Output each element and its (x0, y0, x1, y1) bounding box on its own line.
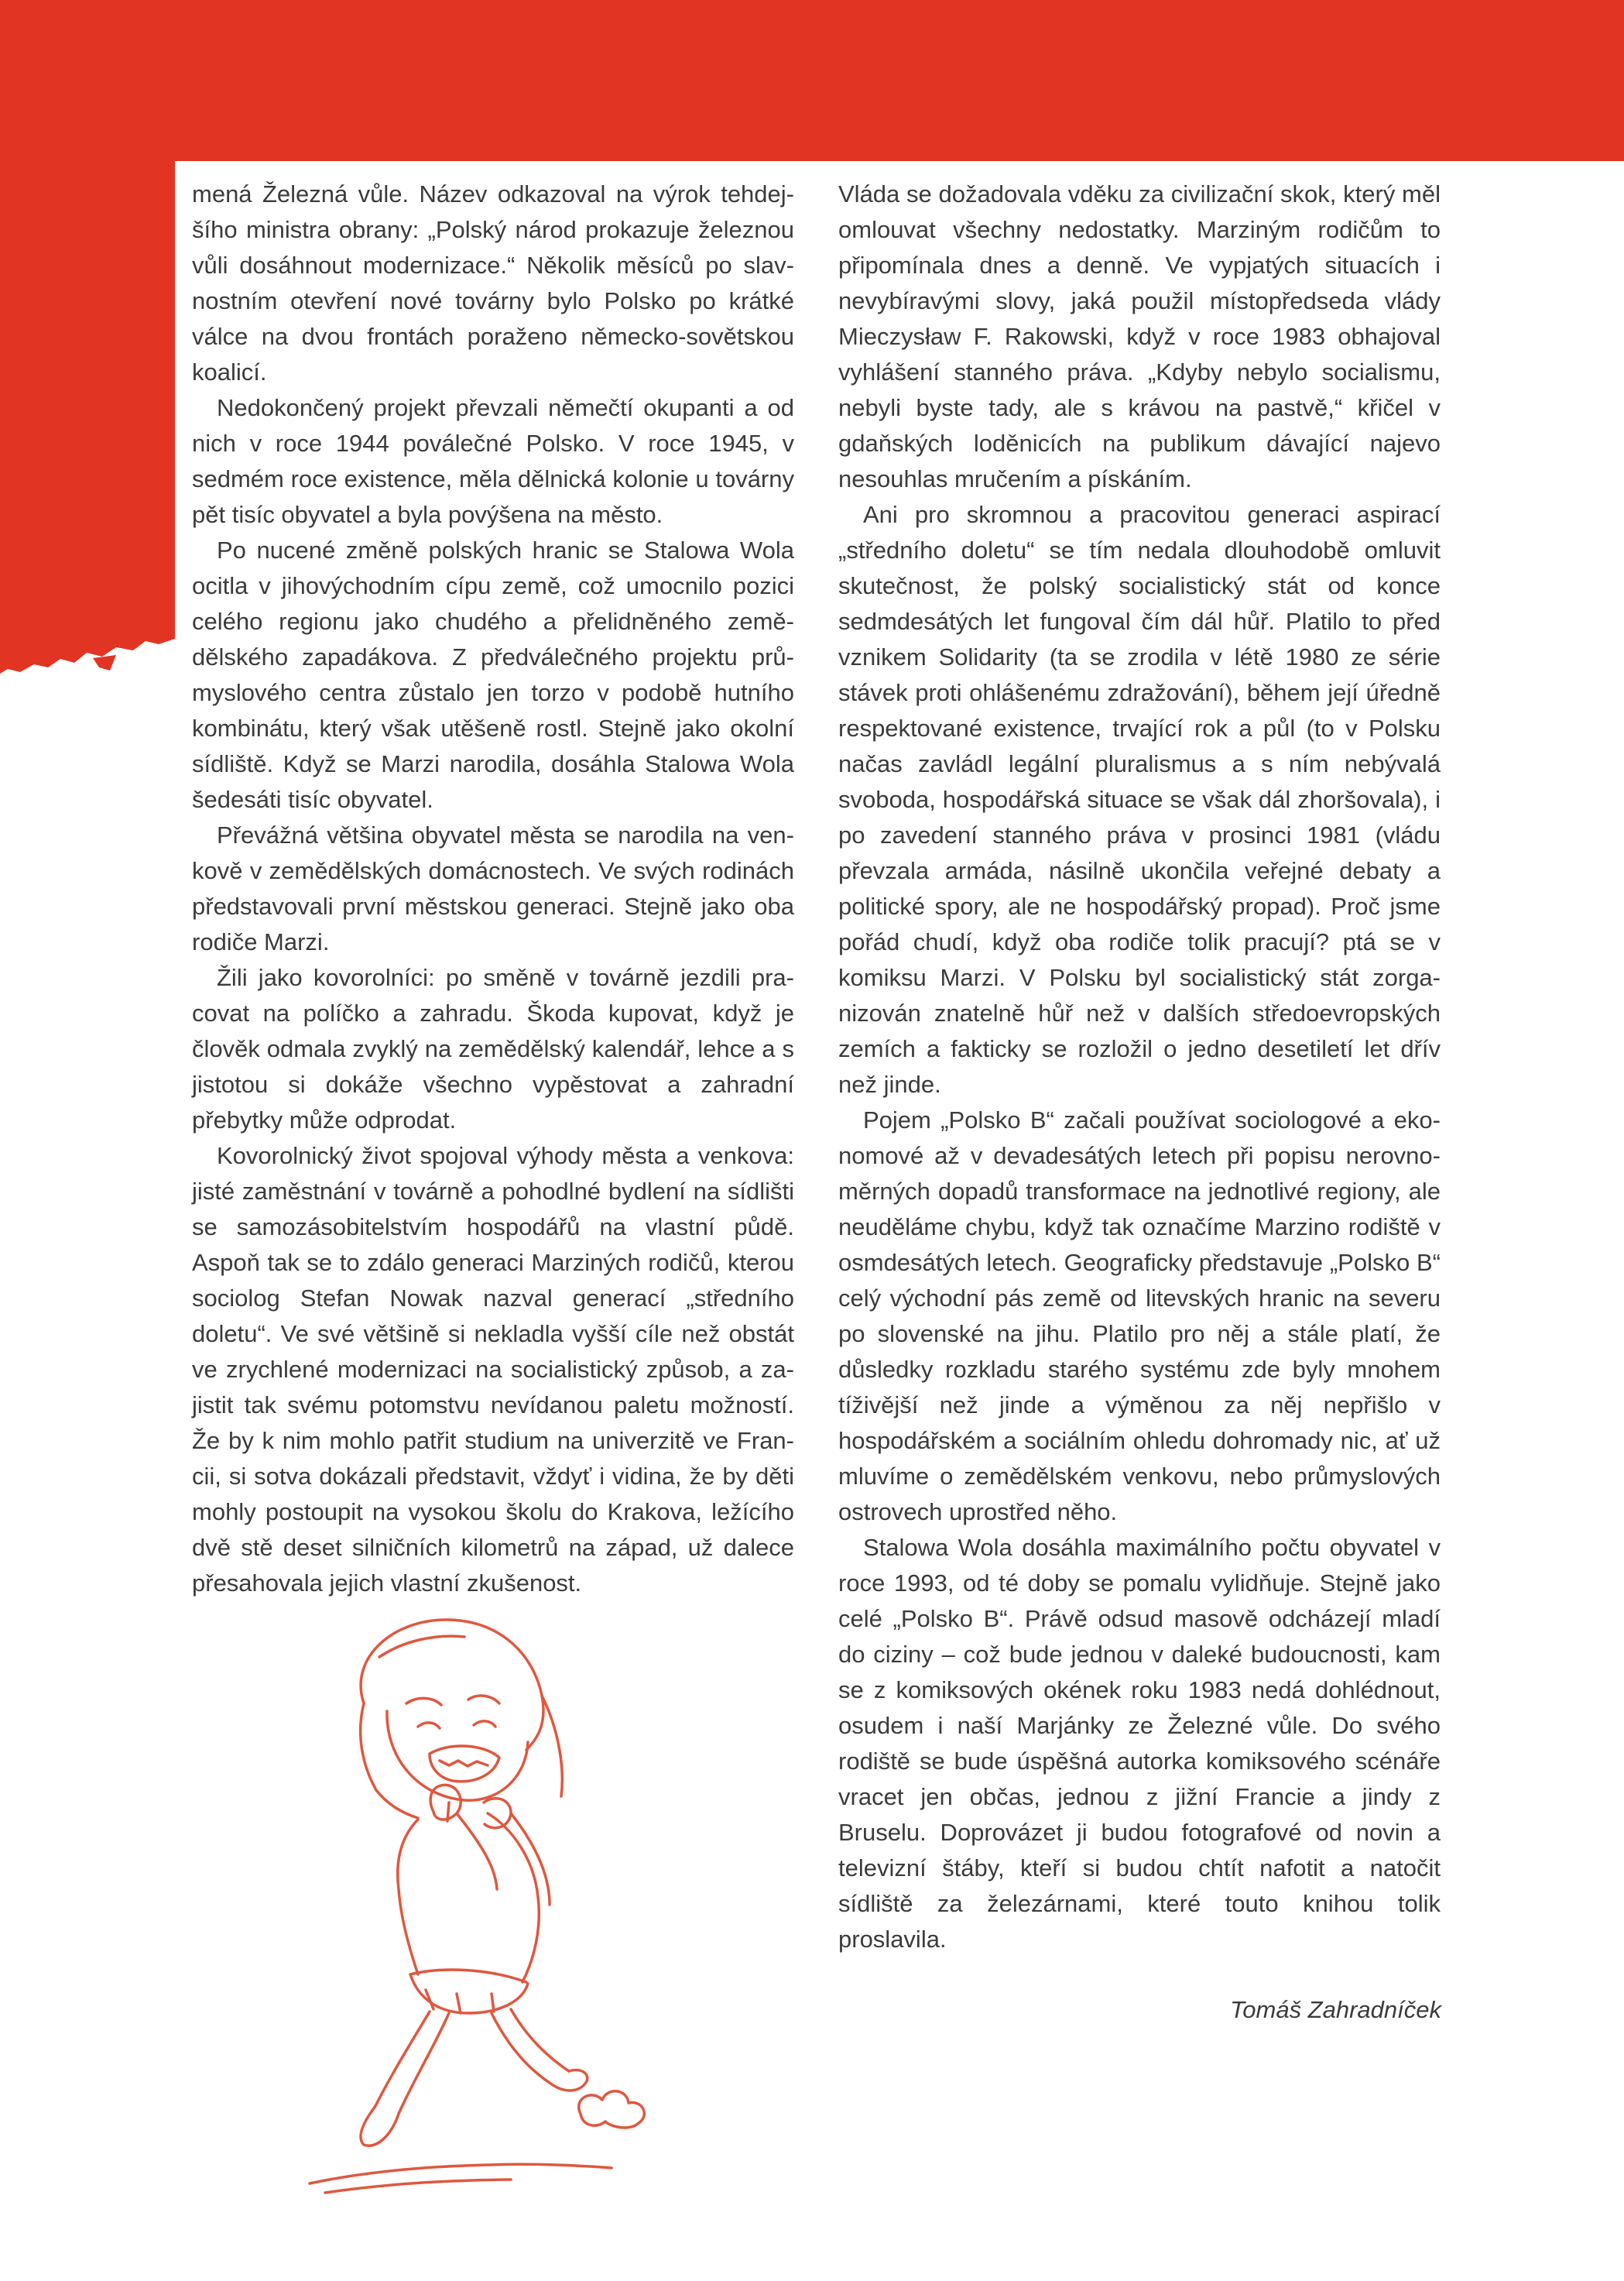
paragraph: Ani pro skromnou a pracovitou generaci aspirací „středního doletu“ se tím nedala dlouhodobě omluvit skutečnost, že polský socialistický stát od konce sedmdesátých let fungoval čím dál hůř. Platilo to před vznikem Solidarity (ta se zrodila v létě 1980 ze série stávek proti ohlášenému zdražování), během její úředně respektované existence, trvající rok a půl (to v Polsku načas zavládl legální pluralismus a s ním nebývalá svoboda, hospodářská situace se však dál zhoršovala), i po zavedení stanného práva v prosinci 1981 (vládu převzala armáda, násilně ukončila veřejné debaty a politické spory, ale ne hospodářský propad). Proč jsme pořád chudí, když oba rodiče tolik pracují? ptá se v komiksu Marzi. V Polsku byl socialistický stát zorganizován znatelně hůř než v dalších středoevropských zemích a fakticky se rozložil o jedno desetiletí let dřív než jinde. (838, 501, 1441, 1098)
paragraph: Pojem „Polsko B“ začali používat sociologové a ekonomové až v devadesátých letech při popisu nerovnoměrných dopadů transformace na jednotlivé regiony, ale neuděláme chybu, když tak označíme Marzino rodiště v osmdesátých letech. Geograficky představuje „Polsko B“ celý východní pás země od litevských hranic na severu po slovenské na jihu. Platilo pro něj a stále platí, že důsledky rozkladu starého systému zde byly mnohem tíživější než jinde a výměnou za něj nepřišlo v hospodářském a sociálním ohledu dohromady nic, ať už mluvíme o zemědělském venkovu, nebo průmyslových ostrovech uprostřed něho. (838, 1106, 1441, 1525)
paragraph: Vláda se dožadovala vděku za civilizační skok, který měl omlouvat všechny nedostatky. Marziným rodičům to připomínala dnes a denně. Ve vypjatých situacích i nevybíravými slovy, jaká použil místopředseda vlády Mieczysław F. Rakowski, když v roce 1983 obhajoval vyhlášení stanného práva. „Kdyby nebylo socialismu, nebyli byste tady, ale s krávou na pastvě,“ křičel v gdaňských loděnicích na publikum dávající najevo nesouhlas mručením a pískáním. (838, 180, 1441, 492)
red-paint-drip (93, 655, 116, 671)
paragraph: Kovorolnický život spojoval výhody města a venkova: jisté zaměstnání v továrně a pohodlné bydlení na sídlišti se samozásobitelstvím hospodářů na vlastní půdě. Aspoň tak se to zdálo generaci Marziných rodičů, kterou sociolog Stefan Nowak nazval generací „středního doletu“. Ve své většině si nekladla vyšší cíle než obstát ve zrychlené modernizaci na socialistický způsob, a zajistit tak svému potomstvu nevídanou paletu možností. Že by k nim mohlo patřit studium na univerzitě ve Francii, si sotva dokázali představit, vždyť i vidina, že by děti mohly postoupit na vysokou školu do Krakova, ležícího dvě stě deset silničních kilometrů na západ, už dalece přesahovala jejich vlastní zkušenost. (192, 1142, 794, 1597)
paragraph: Stalowa Wola dosáhla maximálního počtu obyvatel v roce 1993, od té doby se pomalu vylidňuje. Stejně jako celé „Polsko B“. Právě odsud masově odcházejí mladí do ciziny – což bude jednou v daleké budoucnosti, kam se z komiksových okének roku 1983 nedá dohlédnout, osudem i naší Marjánky ze Železné vůle. Do svého rodiště se bude úspěšná autorka komiksového scénáře vracet jen občas, jednou z jižní Francie a jindy z Bruselu. Doprovázet ji budou fotografové od novin a televizní štáby, kteří si budou chtít nafotit a natočit sídliště za železárnami, které touto knihou tolik proslavila. (838, 1534, 1441, 1953)
right-text-column (838, 177, 1441, 1957)
paragraph: Žili jako kovorolníci: po směně v továrně jezdili pracovat na políčko a zahradu. Škoda kupovat, když je člověk odmala zvyklý na zemědělský kalendář, lehce a s jistotou si dokáže všechno vypěstovat a zahradní přebytky může odprodat. (192, 964, 794, 1134)
paragraph: Po nucené změně polských hranic se Stalowa Wola ocitla v jihovýchodním cípu země, což umocnilo pozici celého regionu jako chudého a přelidněného zemědělského zapadákova. Z předválečného projektu průmyslového centra zůstalo jen torzo v podobě hutního kombinátu, který však utěšeně rostl. Stejně jako okolní sídliště. Když se Marzi narodila, dosáhla Stalowa Wola šedesáti tisíc obyvatel. (192, 537, 794, 813)
paragraph: mená Železná vůle. Název odkazoval na výrok tehdejšího ministra obrany: „Polský národ prokazuje železnou vůli dosáhnout modernizace.“ Několik měsíců po slavnostním otevření nové továrny bylo Polsko po krátké válce na dvou frontách poraženo německo-sovětskou koalicí. (192, 180, 794, 386)
left-text-column (192, 177, 794, 1601)
paragraph: Nedokončený projekt převzali němečtí okupanti a od nich v roce 1944 poválečné Polsko. V roce 1945, v sedmém roce existence, měla dělnická kolonie u továrny pět tisíc obyvatel a byla povýšena na město. (192, 394, 794, 528)
girl-sketch-illustration (302, 1610, 673, 2199)
author-signature: Tomáš Zahradníček (1230, 1996, 1441, 2023)
paragraph: Převážná většina obyvatel města se narodila na venkově v zemědělských domácnostech. Ve svých rodinách představovali první městskou generaci. Stejně jako oba rodiče Marzi. (192, 822, 794, 955)
